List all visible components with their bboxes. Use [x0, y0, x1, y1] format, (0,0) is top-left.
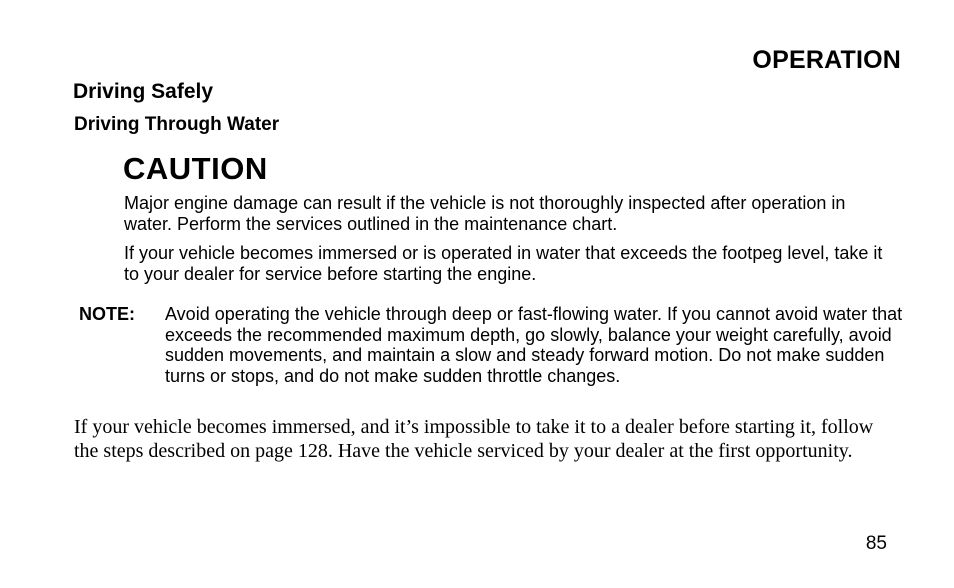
sub-heading: Driving Through Water	[74, 114, 280, 135]
caution-paragraph-1: Major engine damage can result if the vehicle is not thoroughly inspected after operation in water. Perform the services outlined in the maintenance chart.	[124, 193, 846, 234]
page-number: 85	[865, 533, 887, 554]
note-text: Avoid operating the vehicle through deep or fast-flowing water. If you cannot avoid water that exceeds the recommended maximum depth, go slowly, balance your weight carefully, avoid sudden movements, and maintain a slow and steady forward motion. Do not make sudden turns or stops, and do not make sudden throttle changes.	[165, 304, 903, 386]
body-paragraph: If your vehicle becomes immersed, and it’s impossible to take it to a dealer before starting it, follow the steps described on page 128. Have the vehicle serviced by your dealer at the first opportunity.	[74, 416, 874, 462]
note-label: NOTE:	[79, 304, 135, 324]
section-header: OPERATION	[752, 46, 901, 74]
page-heading: Driving Safely	[73, 80, 214, 103]
caution-paragraph-2: If your vehicle becomes immersed or is operated in water that exceeds the footpeg level, take it to your dealer for service before starting the engine.	[124, 243, 883, 284]
caution-title: CAUTION	[123, 151, 268, 186]
